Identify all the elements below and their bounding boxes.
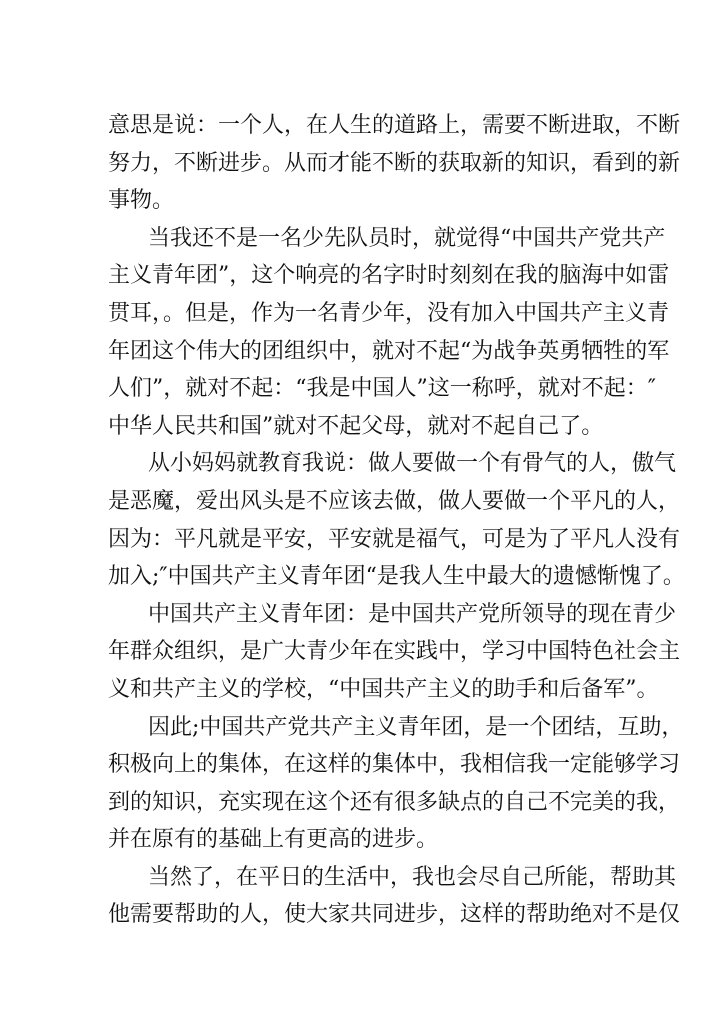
text-line: 贯耳，。但是，作为一名青少年，没有加入中国共产主义青 [108, 300, 670, 326]
paragraph-first-line: 当我还不是一名少先队员时，就觉得“中国共产党共产 [148, 225, 666, 251]
paragraph-first-line: 当然了，在平日的生活中，我也会尽自己所能，帮助其 [148, 864, 677, 890]
text-line: 人们”，就对不起：“我是中国人”这一称呼，就对不起：″ [108, 376, 656, 402]
text-line: 加入;″中国共产主义青年团“是我人生中最大的遗憾惭愧了。 [108, 564, 685, 590]
text-line: 年团这个伟大的团组织中，就对不起“为战争英勇牺牲的军 [108, 338, 670, 364]
text-line: 积极向上的集体，在这样的集体中，我相信我一定能够学习 [108, 752, 681, 778]
text-line: 年群众组织，是广大青少年在实践中，学习中国特色社会主 [108, 639, 681, 665]
text-line: 义和共产主义的学校，“中国共产主义的助手和后备军”。 [108, 676, 659, 702]
paragraph-first-line: 从小妈妈就教育我说：做人要做一个有骨气的人，傲气 [148, 451, 677, 477]
paragraph-first-line: 中国共产主义青年团：是中国共产党所领导的现在青少 [148, 601, 677, 627]
paragraph-first-line: 因此;中国共产党共产主义青年团，是一个团结，互助， [148, 714, 684, 740]
text-line: 是恶魔，爱出风头是不应该去做，做人要做一个平凡的人， [108, 488, 681, 514]
text-line: 他需要帮助的人，使大家共同进步，这样的帮助绝对不是仅 [108, 902, 681, 928]
text-line: 主义青年团”，这个响亮的名字时时刻刻在我的脑海中如雷 [108, 263, 670, 289]
text-line: 到的知识，充实现在这个还有很多缺点的自己不完美的我， [108, 789, 681, 815]
text-line: 努力，不断进步。从而才能不断的获取新的知识，看到的新 [108, 150, 681, 176]
text-line: 并在原有的基础上有更高的进步。 [108, 827, 439, 853]
essay-body [108, 107, 685, 934]
text-line: 意思是说：一个人，在人生的道路上，需要不断进取，不断 [108, 113, 681, 138]
text-line: 因为：平凡就是平安，平安就是福气，可是为了平凡人没有 [108, 526, 681, 552]
text-line: 事物。 [108, 188, 175, 214]
text-line: 中华人民共和国”就对不起父母，就对不起自己了。 [108, 413, 604, 439]
